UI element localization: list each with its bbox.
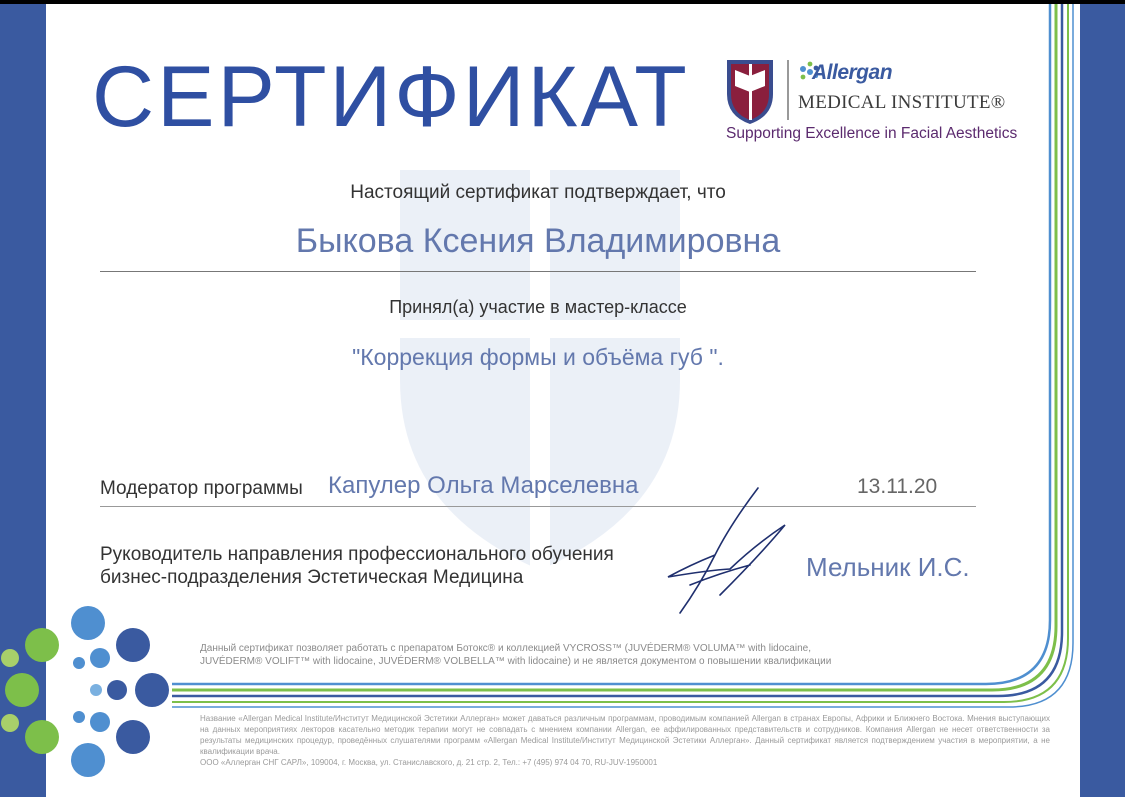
course-title: "Коррекция формы и объёма губ ". <box>352 344 724 370</box>
usage-note <box>200 642 960 668</box>
brand-name: Allergan <box>812 61 893 84</box>
confirms-text: Настоящий сертификат подтверждает, что <box>350 182 726 203</box>
institute-name: MEDICAL INSTITUTE® <box>798 92 1006 113</box>
certificate-title: СЕРТИФИКАТ <box>92 49 690 145</box>
legal-text <box>200 713 1050 768</box>
legal-address: ООО «Аллерган СНГ САРЛ», 109004, г. Москва, ул. Станиславского, д. 21 стр. 2, Тел.: +7 (495) 974 04 70, RU-JUV-1950001 <box>200 758 658 767</box>
tagline: Supporting Excellence in Facial Aesthetics <box>726 125 1018 142</box>
head-title-line: Руководитель направления профессионального обучения <box>100 544 614 565</box>
legal-paragraph: Название «Allergan Medical Institute/Институт Медицинской Эстетики Аллерган» может даваться различным программам, проводимым компанией Allergan в странах Европы, Африки и Ближнего Востока. Мнения выступающих на данных мероприятиях лекторов касательно методик терапии могут не совпадать с мнением компании Allergan, ее аффилированных представительств и сотрудников. Компания Allergan не несет ответственности за результаты медицинских процедур, проведённых слушателями программ «Allergan Medical Institute/Институт Медицинской Эстетики Аллерган». Данный сертификат является подтверждением участия в мероприятии, а не квалификации врача. <box>200 714 1050 756</box>
recipient-name: Быкова Ксения Владимировна <box>295 222 781 260</box>
head-title <box>100 543 614 589</box>
handwritten-signature-icon <box>660 485 800 625</box>
dots-decoration <box>0 600 200 797</box>
right-blue-border <box>1080 4 1125 797</box>
divider <box>100 506 976 507</box>
shield-book-icon <box>727 60 773 124</box>
moderator-label: Модератор программы <box>100 478 303 499</box>
divider <box>100 271 976 272</box>
head-name: Мельник И.С. <box>806 552 970 582</box>
head-title-line: бизнес-подразделения Эстетическая Медицина <box>100 567 524 588</box>
moderator-name: Капулер Ольга Марселевна <box>328 472 639 499</box>
certificate-date: 13.11.20 <box>857 475 938 498</box>
usage-note-line: JUVÉDERM® VOLIFT™ with lidocaine, JUVÉDERM® VOLBELLA™ with lidocaine) и не является документом о повышении квалификации <box>200 656 832 667</box>
usage-note-line: Данный сертификат позволяет работать с препаратом Ботокс® и коллекцией VYCROSS™ (JUVÉDERM® VOLUMA™ with lidocaine, <box>200 643 811 654</box>
participation-text: Принял(а) участие в мастер-классе <box>389 297 687 317</box>
